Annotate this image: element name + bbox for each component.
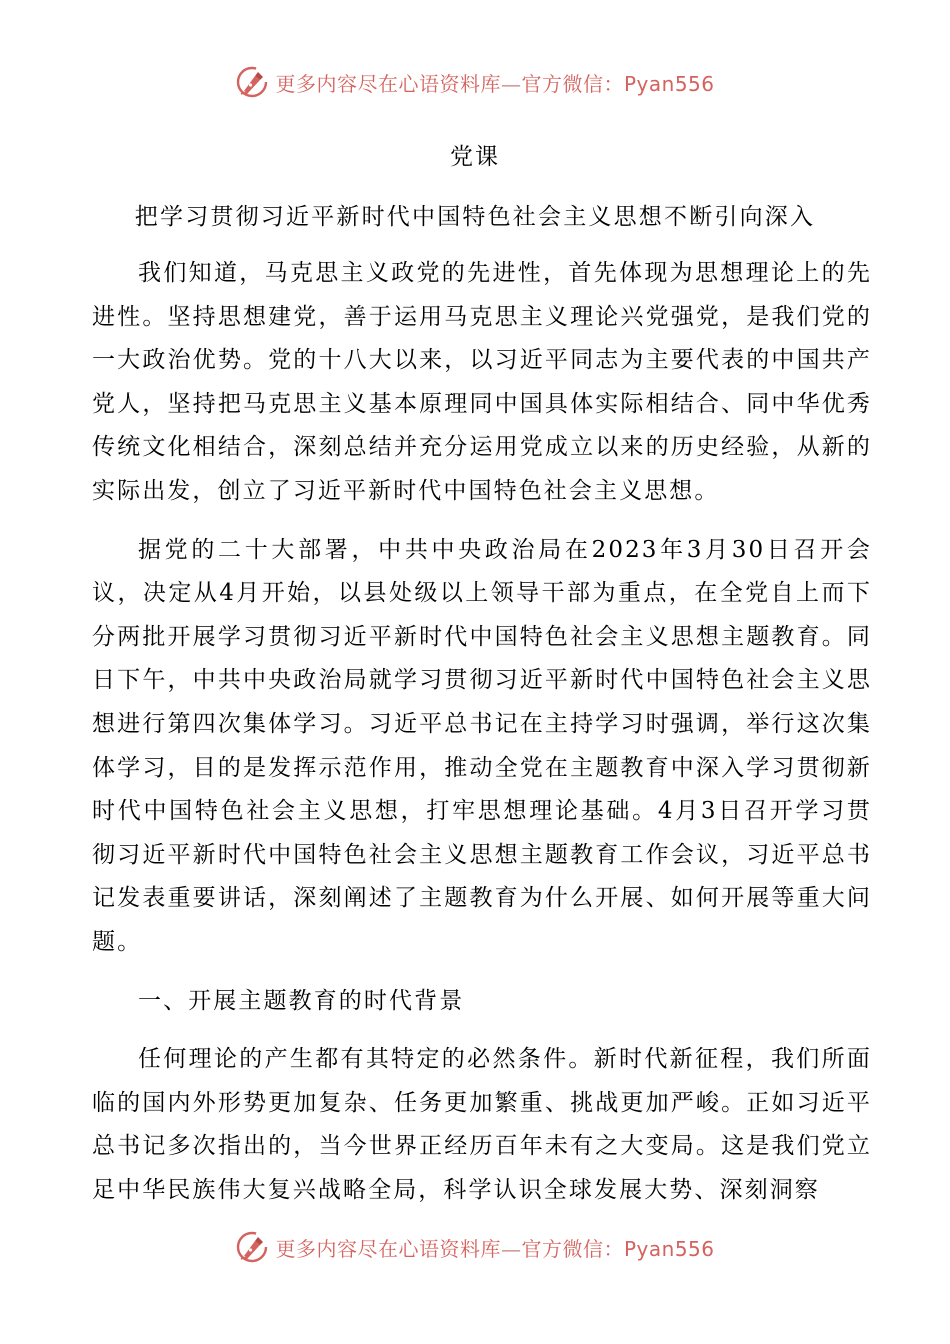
watermark-text: [275, 68, 714, 97]
pen-nib-logo-icon: [235, 65, 269, 99]
section-paragraph: 任何理论的产生都有其特定的必然条件。新时代新征程，我们所面临的国内外形势更加复杂、任务更加繁重、挑战更加严峻。正如习近平总书记多次指出的，当今世界正经历百年未有之大变局。这是我们党立足中华民族伟大复兴战略全局，科学认识全球发展大势、深刻洞察: [92, 1046, 872, 1203]
watermark-title: 更多内容尽在心语资料库: [275, 1236, 501, 1261]
watermark-dash: —: [500, 1236, 522, 1261]
document-subtitle: 把学习贯彻习近平新时代中国特色社会主义思想不断引向深入: [134, 204, 816, 230]
watermark-content: [235, 65, 714, 99]
watermark-banner-bottom: [0, 1227, 950, 1267]
document-body: [92, 252, 872, 1212]
watermark-content-bottom: [235, 1230, 714, 1264]
watermark-official-label: 官方微信：: [521, 1236, 624, 1261]
watermark-official-label: 官方微信：: [521, 71, 624, 96]
pen-nib-logo-icon: [235, 1230, 269, 1264]
document-title: 党课: [450, 144, 500, 170]
watermark-banner-top: [0, 62, 950, 102]
watermark-wechat-id: Pyan556: [623, 71, 715, 96]
watermark-dash: —: [500, 71, 522, 96]
body-paragraph-1: 我们知道，马克思主义政党的先进性，首先体现为思想理论上的先进性。坚持思想建党，善于运用马克思主义理论兴党强党，是我们党的一大政治优势。党的十八大以来，以习近平同志为主要代表的中国共产党人，坚持把马克思主义基本原理同中国具体实际相结合、同中华优秀传统文化相结合，深刻总结并充分运用党成立以来的历史经验，从新的实际出发，创立了习近平新时代中国特色社会主义思想。: [92, 260, 872, 504]
watermark-wechat-id: Pyan556: [623, 1236, 715, 1261]
section-heading: 一、开展主题教育的时代背景: [138, 987, 465, 1014]
watermark-text-bottom: [275, 1233, 714, 1262]
watermark-title: 更多内容尽在心语资料库: [275, 71, 501, 96]
body-paragraph-2: 据党的二十大部署，中共中央政治局在2023年3月30日召开会议，决定从4月开始，以县处级以上领导干部为重点，在全党自上而下分两批开展学习贯彻习近平新时代中国特色社会主义思想主题教育。同日下午，中共中央政治局就学习贯彻习近平新时代中国特色社会主义思想进行第四次集体学习。习近平总书记在主持学习时强调，举行这次集体学习，目的是发挥示范作用，推动全党在主题教育中深入学习贯彻新时代中国特色社会主义思想，打牢思想理论基础。4月3日召开学习贯彻习近平新时代中国特色社会主义思想主题教育工作会议，习近平总书记发表重要讲话，深刻阐述了主题教育为什么开展、如何开展等重大问题。: [92, 536, 872, 955]
